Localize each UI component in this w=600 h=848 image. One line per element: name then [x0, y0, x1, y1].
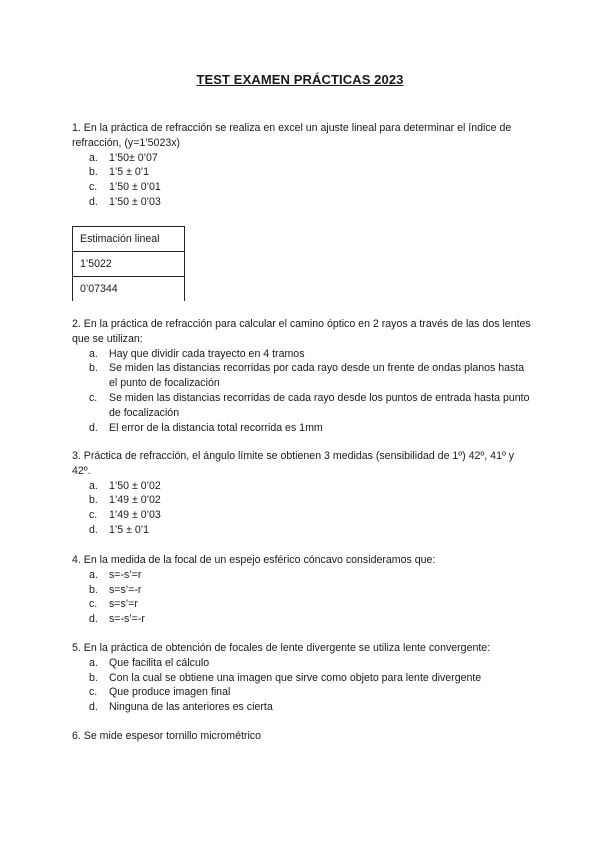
option-letter: d.	[89, 701, 98, 714]
option-text: s=s’=r	[109, 598, 138, 611]
question-2-stem: 2. En la práctica de refracción para calcular el camino óptico en 2 rayos a través de las dos lentes que se utilizan:	[72, 318, 531, 345]
option-letter: a.	[89, 479, 98, 492]
question-4-options	[72, 568, 532, 627]
option	[72, 568, 532, 583]
option-text: s=s’=-r	[109, 583, 142, 596]
option	[72, 391, 532, 421]
option	[72, 612, 532, 627]
table-cell: 0’07344	[80, 283, 118, 295]
question-5-stem: 5. En la práctica de obtención de focales de lente divergente se utiliza lente convergente:	[72, 642, 491, 654]
question-3-options	[72, 479, 532, 538]
option-text: Hay que dividir cada trayecto en 4 tramos	[109, 347, 305, 360]
option	[72, 523, 532, 538]
table-cell: 1’5022	[73, 252, 184, 277]
exam-title: TEST EXAMEN PRÁCTICAS 2023	[196, 72, 404, 87]
option-letter: a.	[89, 656, 98, 669]
option-letter: b.	[89, 583, 98, 596]
option	[72, 700, 532, 715]
option-letter: b.	[89, 671, 98, 684]
option-text: s=-s’=r	[109, 568, 142, 581]
option-text: Se miden las distancias recorridas de cada rayo desde los puntos de entrada hasta punto de focalización	[109, 391, 530, 419]
option-text: 1’5 ± 0’1	[109, 523, 149, 536]
option	[72, 508, 532, 523]
option	[72, 671, 532, 686]
option	[72, 685, 532, 700]
option-text: 1’49 ± 0’02	[109, 494, 161, 507]
option	[72, 656, 532, 671]
option-text: 1’5 ± 0’1	[109, 166, 149, 179]
option	[72, 421, 532, 436]
option-text: 1’50 ± 0’03	[109, 195, 161, 208]
option-text: Se miden las distancias recorridas por cada rayo desde un frente de ondas planos hasta el punto de focalización	[109, 362, 525, 390]
option-text: Ninguna de las anteriores es cierta	[109, 701, 273, 714]
option-letter: c.	[89, 686, 98, 699]
option	[72, 361, 532, 391]
question-4-stem: 4. En la medida de la focal de un espejo esférico cóncavo consideramos que:	[72, 554, 436, 566]
option-text: Que produce imagen final	[109, 686, 231, 699]
option-text: El error de la distancia total recorrida es 1mm	[109, 421, 323, 434]
option-letter: a.	[89, 151, 98, 164]
question-3-stem: 3. Práctica de refracción, el ángulo límite se obtienen 3 medidas (sensibilidad de 1º) 42º, 41º y 42º.	[72, 450, 515, 477]
option-letter: b.	[89, 362, 98, 375]
option	[72, 151, 532, 166]
option-letter: d.	[89, 523, 98, 536]
question-3	[72, 449, 532, 538]
option-letter: b.	[89, 494, 98, 507]
option	[72, 195, 532, 210]
option-text: 1’50 ± 0’02	[109, 479, 161, 492]
estimation-table	[72, 226, 185, 301]
option-letter: b.	[89, 166, 98, 179]
option-text: s=-s’=-r	[109, 613, 145, 626]
question-4	[72, 553, 532, 627]
option-letter: c.	[89, 391, 98, 404]
option	[72, 347, 532, 362]
question-6-stem: 6. Se mide espesor tornillo micrométrico	[72, 730, 261, 742]
option-letter: d.	[89, 613, 98, 626]
option-text: 1’49 ± 0’03	[109, 509, 161, 522]
question-1-stem: 1. En la práctica de refracción se realiza en excel un ajuste lineal para determinar el índice de refracción, (y=1’5023x)	[72, 122, 512, 149]
option	[72, 597, 532, 612]
option-letter: a.	[89, 347, 98, 360]
option-letter: a.	[89, 568, 98, 581]
option-text: 1’50 ± 0’01	[109, 181, 161, 194]
option-letter: c.	[89, 598, 98, 611]
question-2-options	[72, 347, 532, 436]
question-5	[72, 641, 532, 715]
question-1	[72, 121, 532, 210]
option	[72, 180, 532, 195]
option-text: Que facilita el cálculo	[109, 656, 210, 669]
option	[72, 493, 532, 508]
option-text: 1’50± 0’07	[109, 151, 158, 164]
question-1-options	[72, 151, 532, 210]
option	[72, 479, 532, 494]
question-5-options	[72, 656, 532, 715]
option-letter: d.	[89, 195, 98, 208]
question-6	[72, 729, 532, 744]
option	[72, 165, 532, 180]
question-2	[72, 317, 532, 435]
option-letter: c.	[89, 181, 98, 194]
option-letter: c.	[89, 509, 98, 522]
option-letter: d.	[89, 421, 98, 434]
option	[72, 583, 532, 598]
table-header-cell: Estimación lineal	[73, 227, 184, 252]
option-text: Con la cual se obtiene una imagen que sirve como objeto para lente divergente	[109, 671, 482, 684]
